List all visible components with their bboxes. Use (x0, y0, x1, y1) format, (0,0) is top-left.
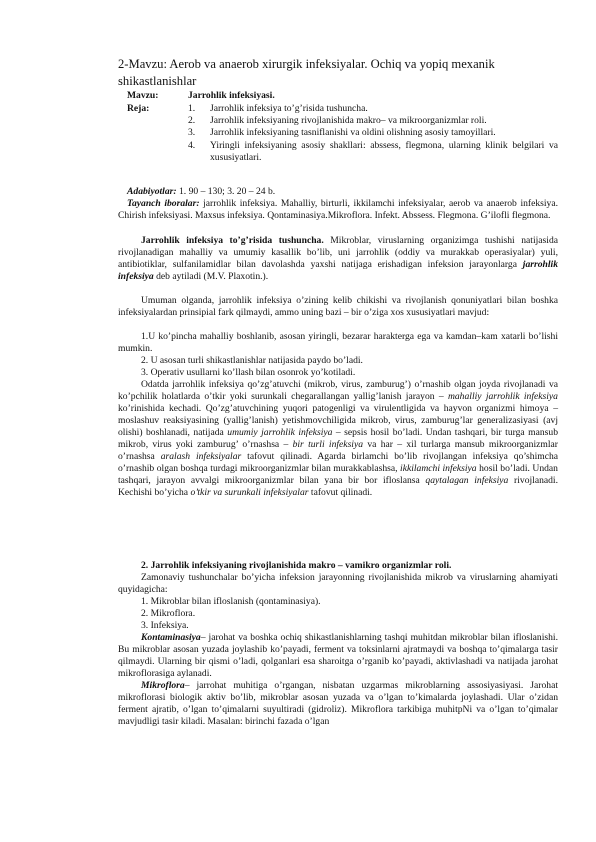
document-title (118, 56, 558, 73)
term-kontaminasiya: Kontaminasiya (141, 632, 201, 643)
paragraph-umuman: Umuman olganda, jarrohlik infeksiya o’zining kelib chikishi va rivojlanish qonuniyatlari bilan boshka infeksiyalardan prinsipial fark qilmaydi, ammo uning bazi – bir o’ziga xos xususiyatlari mavjud: (118, 295, 558, 318)
mavzu-value: Jarrohlik infeksiyasi. (188, 90, 275, 101)
term-mikroflora: Mikroflora (141, 680, 185, 691)
section-1-paragraph: Jarrohlik infeksiya to’g’risida tushuncha. Mikroblar, viruslarning organizimga tushishi natijasida rivojlanadigan mahalliy va umumiy kasallik bo’lib, uni jarrohlik (oddiy va murakkab operasiyalar) yuli, antibiotiklar, sulfanilamidlar bilan davolashda yaxshi natijaga erishadigan infeksion jarayonlarga jarrohlik infeksiya deb aytiladi (M.V. Plaxotin.). (118, 235, 559, 282)
reja-item: 1. Jarrohlik infeksiya to’g’risida tushuncha. (188, 103, 368, 114)
reja-item: 4. Yiringli infeksiyaning asosiy shakllari: abssess, flegmona, ularning klinik belgilari va xususiyatlari. (188, 140, 558, 163)
paragraph-point-1: 1.U ko’pincha mahalliy boshlanib, asosan yiringli, bezarar harakterga ega va kamdan–kam xatarli bo’lishi mumkin. (118, 331, 558, 354)
tayanch-paragraph (118, 198, 558, 222)
paragraph-kontaminasiya: Kontaminasiya– jarohat va boshka ochiq shikastlanishlarning tashqi muhitdan mikroblar bilan ifloslanishi. Bu mikroblar asosan yuzada joylashib ko’payadi, ferment va toksinlarni ajratmaydi va boshqa to’qimalarga tasir qilmaydi. Ularning bir qismi o’ladi, qolganlari esa sharoitga o’rganib ko’payadi, aktivlashadi va natijada jarohat mikroflorasiga aylanadi. (118, 632, 558, 679)
list-item: 3. Infeksiya. (141, 620, 189, 631)
adabiyotlar-text: 1. 90 – 130; 3. 20 – 24 b. (176, 186, 276, 197)
adabiyotlar-label: Adabiyotlar: (127, 186, 177, 197)
paragraph-mikroflora: Mikroflora– jarrohat muhitiga o’rgangan, nisbatan uzgarmas mikroblarning assosiyasiyasi. Jarohat mikroflorasi biologik aktiv bo’lib, mikroblar asosan yuzada va o’lgan to’kimalarda joylashadi. Ular o’zidan ferment ajratib, o’lgan to’qimalarni suyultiradi (gidroliz). Mikroflora tarkibiga muhitpNi va o’lgan to’qimalar mavjudligi tasir kiladi. Masalan: birinchi fazada o’lgan (118, 680, 558, 727)
reja-label: Reja: (127, 103, 150, 114)
term-jarrohlik-infeksiya: jarrohlik infeksiya (118, 259, 558, 282)
tayanch-label: Tayanch iboralar: (127, 198, 200, 209)
title-line-1: 2-Mavzu: Aerob va anaerob xirurgik infeksiyalar. Ochiq va yopiq mexanik (118, 57, 495, 71)
mavzu-label: Mavzu: (127, 90, 159, 101)
document-title-continued (118, 73, 196, 90)
reja-list (188, 103, 558, 164)
title-line-2: shikastlanishlar (118, 74, 197, 88)
paragraph-zamonaviy: Zamonaviy tushunchalar bo’yicha infeksion jarayonning rivojlanishida mikrob va viruslarning ahamiyati quyidagicha: (118, 572, 558, 595)
reja-item: 3. Jarrohlik infeksiyaning tasniflanishi va oldini olishning asosiy tamoyillari. (188, 127, 496, 138)
reja-item: 2. Jarrohlik infeksiyaning rivojlanishida makro– va mikroorganizmlar roli. (188, 115, 487, 126)
paragraph-point-3: 3. Operativ usullarni ko’llash bilan osonrok yo’kotiladi. (141, 367, 356, 378)
paragraph-odatda: Odatda jarrohlik infeksiya qo’zg’atuvchi (mikrob, virus, zamburug’) o’rnashib olgan joyda rivojlanadi va ko’pchilik holatlarda o’tkir yoki surunkali chegarallangan yallig’lanish jarayon – mahalliy jarrohlik infeksiya ko’rinishida kechadi. Qo’zg’atuvchining yuqori patogenligi va virulentligida va hayvon organizmi himoya – moslashuv reaksiyasining (yallig’lanish) yetishmovchiligida mikrob, virus, zamburug’lar generalizasiyasi (avj olishi) boshlanadi, natijada umumiy jarrohlik infeksiya – sepsis hosil bo’ladi. Undan tashqari, bir turga mansub mikrob, virus yoki zamburug’ o’rnashsa – bir turli infeksiya va har – xil turlarga mansub mikroorganizmlar o’rnashsa aralash infeksiyalar tafovut qilinadi. Agarda birlamchi bo’lib rivojlangan infeksiya qo’shimcha o’rnashib olgan boshqa turdagi mikroorganizmlar bilan murakkablashsa, ikkilamchi infeksiya hosil bo’ladi. Undan tashqari, jarayon avvalgi mikroorganizmlar bilan yana bir bor ifloslansa qaytalagan infeksiya rivojlanadi. Kechishi bo’yicha o’tkir va surunkali infeksiyalar tafovut qilinadi. (118, 379, 559, 498)
list-item: 2. Mikroflora. (141, 608, 196, 619)
section-1-heading: Jarrohlik infeksiya to’g’risida tushuncha. (141, 235, 324, 246)
paragraph-point-2: 2. U asosan turli shikastlanishlar natijasida paydo bo’ladi. (141, 355, 363, 366)
section-2-heading: 2. Jarrohlik infeksiyaning rivojlanishida makro – vamikro organizmlar roli. (141, 560, 452, 571)
tayanch-text: jarrohlik infeksiya. Mahalliy, birturli, ikkilamchi infeksiyalar, aerob va anaerob infeksiya. Chirish infeksiyasi. Maxsus infeksiya. Qontaminasiya.Mikroflora. Infekt. Abssess. Flegmona. G’ilofli flegmona. (118, 198, 559, 221)
list-item: 1. Mikroblar bilan ifloslanish (qontaminasiya). (141, 596, 321, 607)
adabiyotlar-line (127, 186, 275, 198)
